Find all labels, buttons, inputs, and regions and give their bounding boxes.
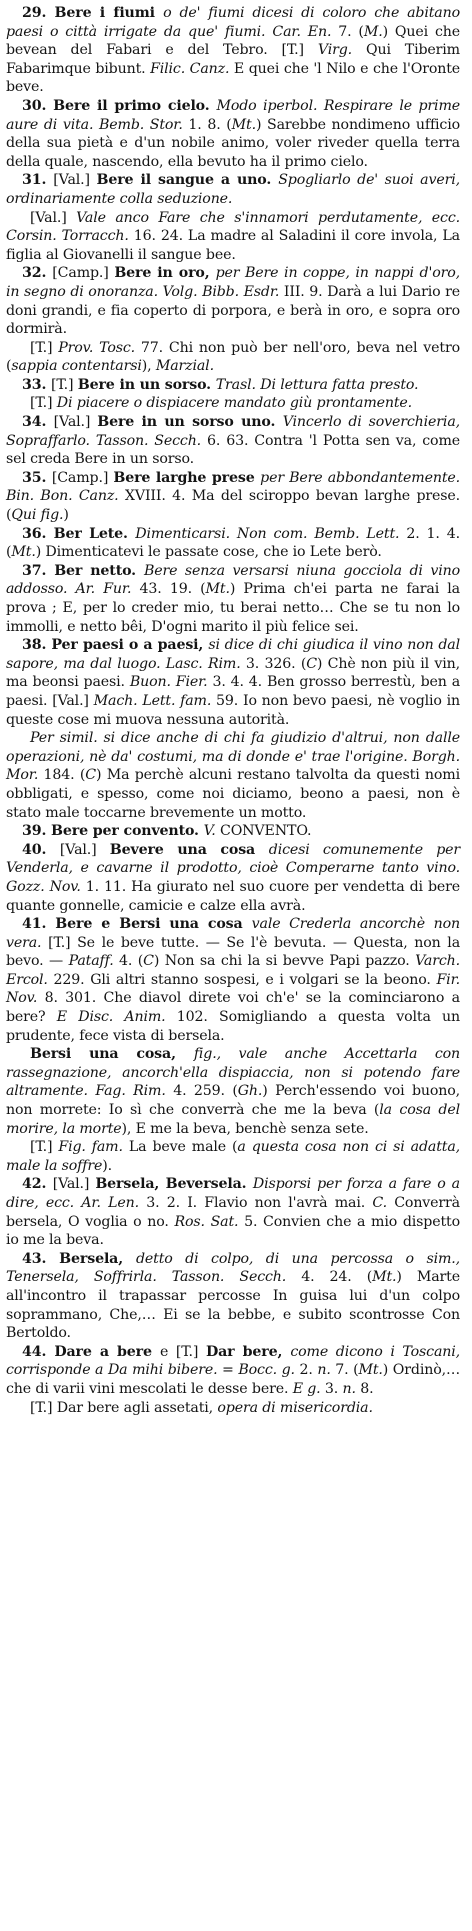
plain-text-segment: Converrà bersela, O voglia o no. [6,1195,460,1230]
italic-text-segment: Mt. [358,1362,383,1379]
bold-text-segment: Bere il sangue a uno. [96,172,279,189]
italic-text-segment: Buon. Fier. [129,674,208,691]
italic-text-segment: per Bere in coppe, in nappi d'oro, in segno di onoranza. Volg. Bibb. Esdr. [6,265,460,300]
italic-text-segment: n. [317,1362,331,1379]
italic-text-segment: Qui fig. [11,507,64,524]
plain-text-segment: 3. 2. I. Flavio non l'avrà mai. [138,1195,373,1211]
italic-text-segment: Mt. [11,544,36,561]
plain-text-segment: ). [102,1157,113,1174]
bold-text-segment: Bere in un sorso. [77,376,216,393]
bold-text-segment: Bere in un sorso uno. [97,414,283,431]
italic-text-segment: C [85,767,96,784]
bold-text-segment: 42. [22,1176,53,1193]
italic-text-segment: Vincerlo di soverchieria, Sopraffarlo. Tasson. Secch. [6,414,460,449]
plain-text-segment: ) [63,507,69,524]
dictionary-entry [6,525,460,562]
plain-text-segment: 7. ( [338,23,364,40]
plain-text-segment: 59. Io non bevo paesi, nè voglio in queste cose mi muova nessuna autorità. [6,692,460,728]
italic-text-segment: Pataff. [68,953,114,970]
italic-text-segment: Mt. [372,1269,397,1286]
plain-text-segment: 1. 8. ( [182,116,232,133]
italic-text-segment: Virg. [317,42,353,59]
plain-text-segment: [Val.] [59,841,110,858]
plain-text-segment: ) Non sa chi la si bevve Papi pazzo. [153,953,416,970]
plain-text-segment: ) Sarebbe nondimeno ufficio della sua pietà e d'un nobile animo, voler riveder quella terra della quale, nascendo, ella bevuto ha il primo cielo. [6,116,461,170]
bold-text-segment: 40. [22,841,60,858]
dictionary-entry [6,1250,460,1343]
plain-text-segment: ) Quei che bevean del Fabari e del Tebro. [T.] [6,23,460,59]
bold-text-segment: 36. Ber Lete. [22,525,136,542]
plain-text-segment: [Val.] [30,209,77,226]
plain-text-segment: 1. 11. Ha giurato nel suo cuore per vendetta di bere quante gonnelle, camicie e calze ella avrà. [6,878,461,914]
italic-text-segment: Trasl. Di lettura fatta presto. [215,376,419,393]
italic-text-segment: si dice di chi giudica il vino non dal sapore, ma dal luogo. Lasc. Rim. [6,637,460,672]
italic-text-segment: E Disc. Anim. [56,1009,166,1026]
bold-text-segment: 35. [22,469,52,486]
italic-text-segment: la cosa del morire, la morte [6,1102,460,1137]
italic-text-segment: vale Crederla ancorchè non vera. [6,916,460,951]
plain-text-segment: 6. 63. Contra 'l Potta sen va, come sel creda Bere in un sorso. [6,432,460,468]
italic-text-segment: a questa cosa non ci si adatta, male la soffre [6,1139,460,1174]
bold-text-segment: 29. Bere i fiumi [22,5,164,21]
italic-text-segment: Mach. Lett. fam. [93,692,212,709]
dictionary-entry [6,636,460,729]
entry-continuation [6,394,460,413]
italic-text-segment: Vale anco Fare che s'innamori perdutamente, ecc. Corsin. Torracch. [6,209,460,245]
dictionary-entry [6,264,460,338]
plain-text-segment: ) Ordinò,… che di varii vini mescolati le desse bere. [6,1362,460,1397]
entry-continuation [6,729,460,822]
bold-text-segment: 34. [22,414,54,431]
plain-text-segment: ) Marte all'incontro il trapassar percosse In guisa lui d'un colpo soprammano, Che,… Ei se la bebbe, e subito scontrosse Con Bertoldo. [6,1269,460,1342]
italic-text-segment: Varch. Ercol. [6,953,460,988]
dictionary-entry [6,1343,460,1399]
italic-text-segment: opera di misericordia. [217,1399,373,1416]
plain-text-segment: Qui Tiberim Fabarimque bibunt. [6,42,460,77]
italic-text-segment: Ros. Sat. [174,1213,239,1230]
italic-text-segment: Spogliarlo de' suoi averi, ordinariamente colla seduzione. [6,172,460,207]
bold-text-segment: 30. Bere il primo cielo. [22,97,217,114]
italic-text-segment: Disporsi per forza a fare o a dire, ecc. Ar. Len. [6,1176,460,1211]
bold-text-segment: Dar bere, [205,1343,291,1360]
bold-text-segment: 38. Per paesi o a paesi, [22,637,209,654]
plain-text-segment: ) Ma perchè alcuni restano talvolta da questi nomi obbligati, e spesso, come noi diciamo, beono a paesi, non è stato male toccarne brevemente un motto. [6,767,460,821]
bold-text-segment: 31. [22,172,54,189]
bold-text-segment: 37. Ber netto. [22,562,144,579]
plain-text-segment: [T.] [51,376,78,393]
italic-text-segment: Filic. Canz. [150,60,230,77]
italic-text-segment: Mt. [231,116,256,133]
plain-text-segment: CONVENTO. [215,823,312,840]
bold-text-segment: 32. [22,265,53,282]
plain-text-segment: III. 9. Darà a lui Dario re doni grandi, e fia coperto di porpora, e berà in oro, e sopra oro dormirà. [6,283,460,338]
plain-text-segment: 8. 301. Che diavol direte voi ch'e' se la cominciarono a bere? [6,990,460,1026]
italic-text-segment: n. [342,1380,356,1397]
italic-text-segment: Gh. [237,1083,263,1100]
plain-text-segment: 2. 1. 4. ( [6,525,460,561]
italic-text-segment: Di piacere o dispiacere mandato giù prontamente. [56,395,413,412]
italic-text-segment: o de' fiumi dicesi di coloro che abitano paesi o città irrigate da que' fiumi. Car. En. [6,5,460,40]
plain-text-segment: [Camp.] [51,469,114,486]
plain-text-segment: 4. 24. ( [286,1269,373,1286]
italic-text-segment: V. [203,823,216,840]
dictionary-entry [6,1175,460,1249]
dictionary-entry [6,822,460,841]
plain-text-segment: [Camp.] [52,265,115,282]
italic-text-segment: Dimenticarsi. Non com. Bemb. Lett. [135,525,400,542]
dictionary-entry [6,171,460,208]
dictionary-entry [6,915,460,1045]
italic-text-segment: C [306,655,317,672]
entry-continuation [6,1138,460,1175]
italic-text-segment: detto di colpo, di una percossa o sim., Tenersela, Soffrirla. Tasson. Secch. [6,1250,461,1286]
plain-text-segment: ) Dimenticatevi le passate cose, che io Lete berò. [35,544,382,561]
plain-text-segment: e [T.] [159,1343,206,1360]
plain-text-segment: 77. Chi non può ber nell'oro, beva nel vetro ( [6,339,460,375]
plain-text-segment: ), E me la beva, benchè senza sete. [121,1120,369,1137]
plain-text-segment: E quei che 'l Nilo e che l'Oronte beve. [6,60,460,96]
bold-text-segment: 39. Bere per convento. [22,823,204,840]
plain-text-segment: [T.] [30,1139,59,1156]
plain-text-segment: XVIII. 4. Ma del sciroppo bevan larghe prese. ( [6,488,461,524]
plain-text-segment: 16. 24. La madre al Saladini il core invola, La figlia al Giovanelli il sangue bee. [6,228,460,263]
italic-text-segment: M. [363,23,383,40]
plain-text-segment: 4. 259. ( [165,1083,238,1100]
plain-text-segment: 7. ( [330,1362,359,1379]
plain-text-segment: ) Perch'essendo voi buono, non morrete: Io sì che converrà che me la beva ( [6,1083,460,1119]
plain-text-segment: 3. 326. ( [240,655,307,672]
plain-text-segment: 229. Gli altri stanno sospesi, e i volgari se la beono. [47,971,437,988]
bold-text-segment: 43. Bersela, [22,1250,136,1267]
bold-text-segment: Bersi una cosa, [30,1046,194,1063]
italic-text-segment: Per simil. si dice anche di chi fa giudizio d'altrui, non dalle operazioni, nè da' costumi, ma di donde e' trae l'origine. Borgh. Mor. [6,730,460,784]
italic-text-segment: Bere senza versarsi niuna gocciola di vino addosso. Ar. Fur. [6,562,460,598]
plain-text-segment: 8. [355,1380,374,1397]
plain-text-segment: 3. 4. 4. Ben grosso berrestù, ben a paesi. [Val.] [6,674,460,709]
plain-text-segment: [T.] [30,339,59,356]
bold-text-segment: Bere larghe prese [113,469,261,486]
italic-text-segment: E g. [292,1380,321,1397]
italic-text-segment: Marzial. [155,358,214,375]
plain-text-segment: ) Prima ch'ei parta ne farai la prova ; E, per lo creder mio, tu berai netto… Che se tu non lo immolli, e netto bêi, D'ogni marito il più felice sei. [6,581,460,635]
dictionary-entry [6,376,460,395]
plain-text-segment: ) Chè non più il vin, ma beonsi paesi. [6,655,460,691]
entry-continuation [6,209,460,265]
bold-text-segment: Bere in oro, [114,265,216,282]
entry-continuation [6,339,460,376]
italic-text-segment: Prov. Tosc. [58,339,136,356]
entry-continuation [6,1045,460,1138]
dictionary-entry [6,562,460,636]
plain-text-segment: [T.] [30,395,57,412]
italic-text-segment: Fig. fam. [58,1139,123,1156]
dictionary-entry [6,413,460,469]
plain-text-segment: 5. Convien che a mio dispetto io me la beva. [6,1213,460,1249]
bold-text-segment: 33. [22,376,52,393]
plain-text-segment: ), [141,358,156,375]
plain-text-segment: 102. Somigliando a questa volta un prudente, fece vista di bersela. [6,1009,461,1044]
plain-text-segment: [T.] Dar bere agli assetati, [30,1399,218,1416]
italic-text-segment: fig., vale anche Accettarla con rassegnazione, ancorch'ella dispiaccia, non si potendo fare altramente. Fag. Rim. [6,1046,460,1100]
plain-text-segment: [T.] Se le beve tutte. — Se l'è bevuta. — Questa, non la bevo. — [6,934,460,970]
entry-continuation [6,1399,460,1418]
italic-text-segment: dicesi comunemente per Venderla, e cavarne il prodotto, cioè Comperarne tanto vino. Gozz. Nov. [6,841,461,895]
plain-text-segment: 184. ( [38,767,86,784]
bold-text-segment: Bevere una cosa [109,841,269,858]
dictionary-entry [6,469,460,525]
plain-text-segment: 3. [320,1380,343,1397]
dictionary-entry [6,841,460,915]
plain-text-segment: 2. [294,1362,318,1379]
italic-text-segment: C [143,953,154,970]
italic-text-segment: per Bere abbondantemente. Bin. Bon. Canz. [6,469,460,505]
bold-text-segment: 41. Bere e Bersi una cosa [22,916,252,933]
plain-text-segment: La beve male ( [122,1139,238,1156]
dictionary-entry [6,97,460,171]
italic-text-segment: Mt. [205,581,230,598]
dictionary-entry [6,4,460,97]
plain-text-segment: [Val.] [53,172,97,189]
plain-text-segment: 4. ( [113,953,144,970]
italic-text-segment: come dicono i Toscani, corrisponde a Da mihi bibere. = Bocc. g. [6,1343,460,1379]
italic-text-segment: sappia contentarsi [11,358,142,375]
italic-text-segment: Modo iperbol. Respirare le prime aure di vita. Bemb. Stor. [6,97,460,133]
plain-text-segment: 43. 19. ( [131,581,206,598]
bold-text-segment: 44. Dare a bere [22,1343,160,1360]
italic-text-segment: Fir. Nov. [6,971,460,1007]
plain-text-segment: [Val.] [53,414,98,431]
plain-text-segment: [Val.] [52,1176,96,1193]
italic-text-segment: C. [372,1195,387,1211]
bold-text-segment: Bersela, Beversela. [95,1176,253,1193]
